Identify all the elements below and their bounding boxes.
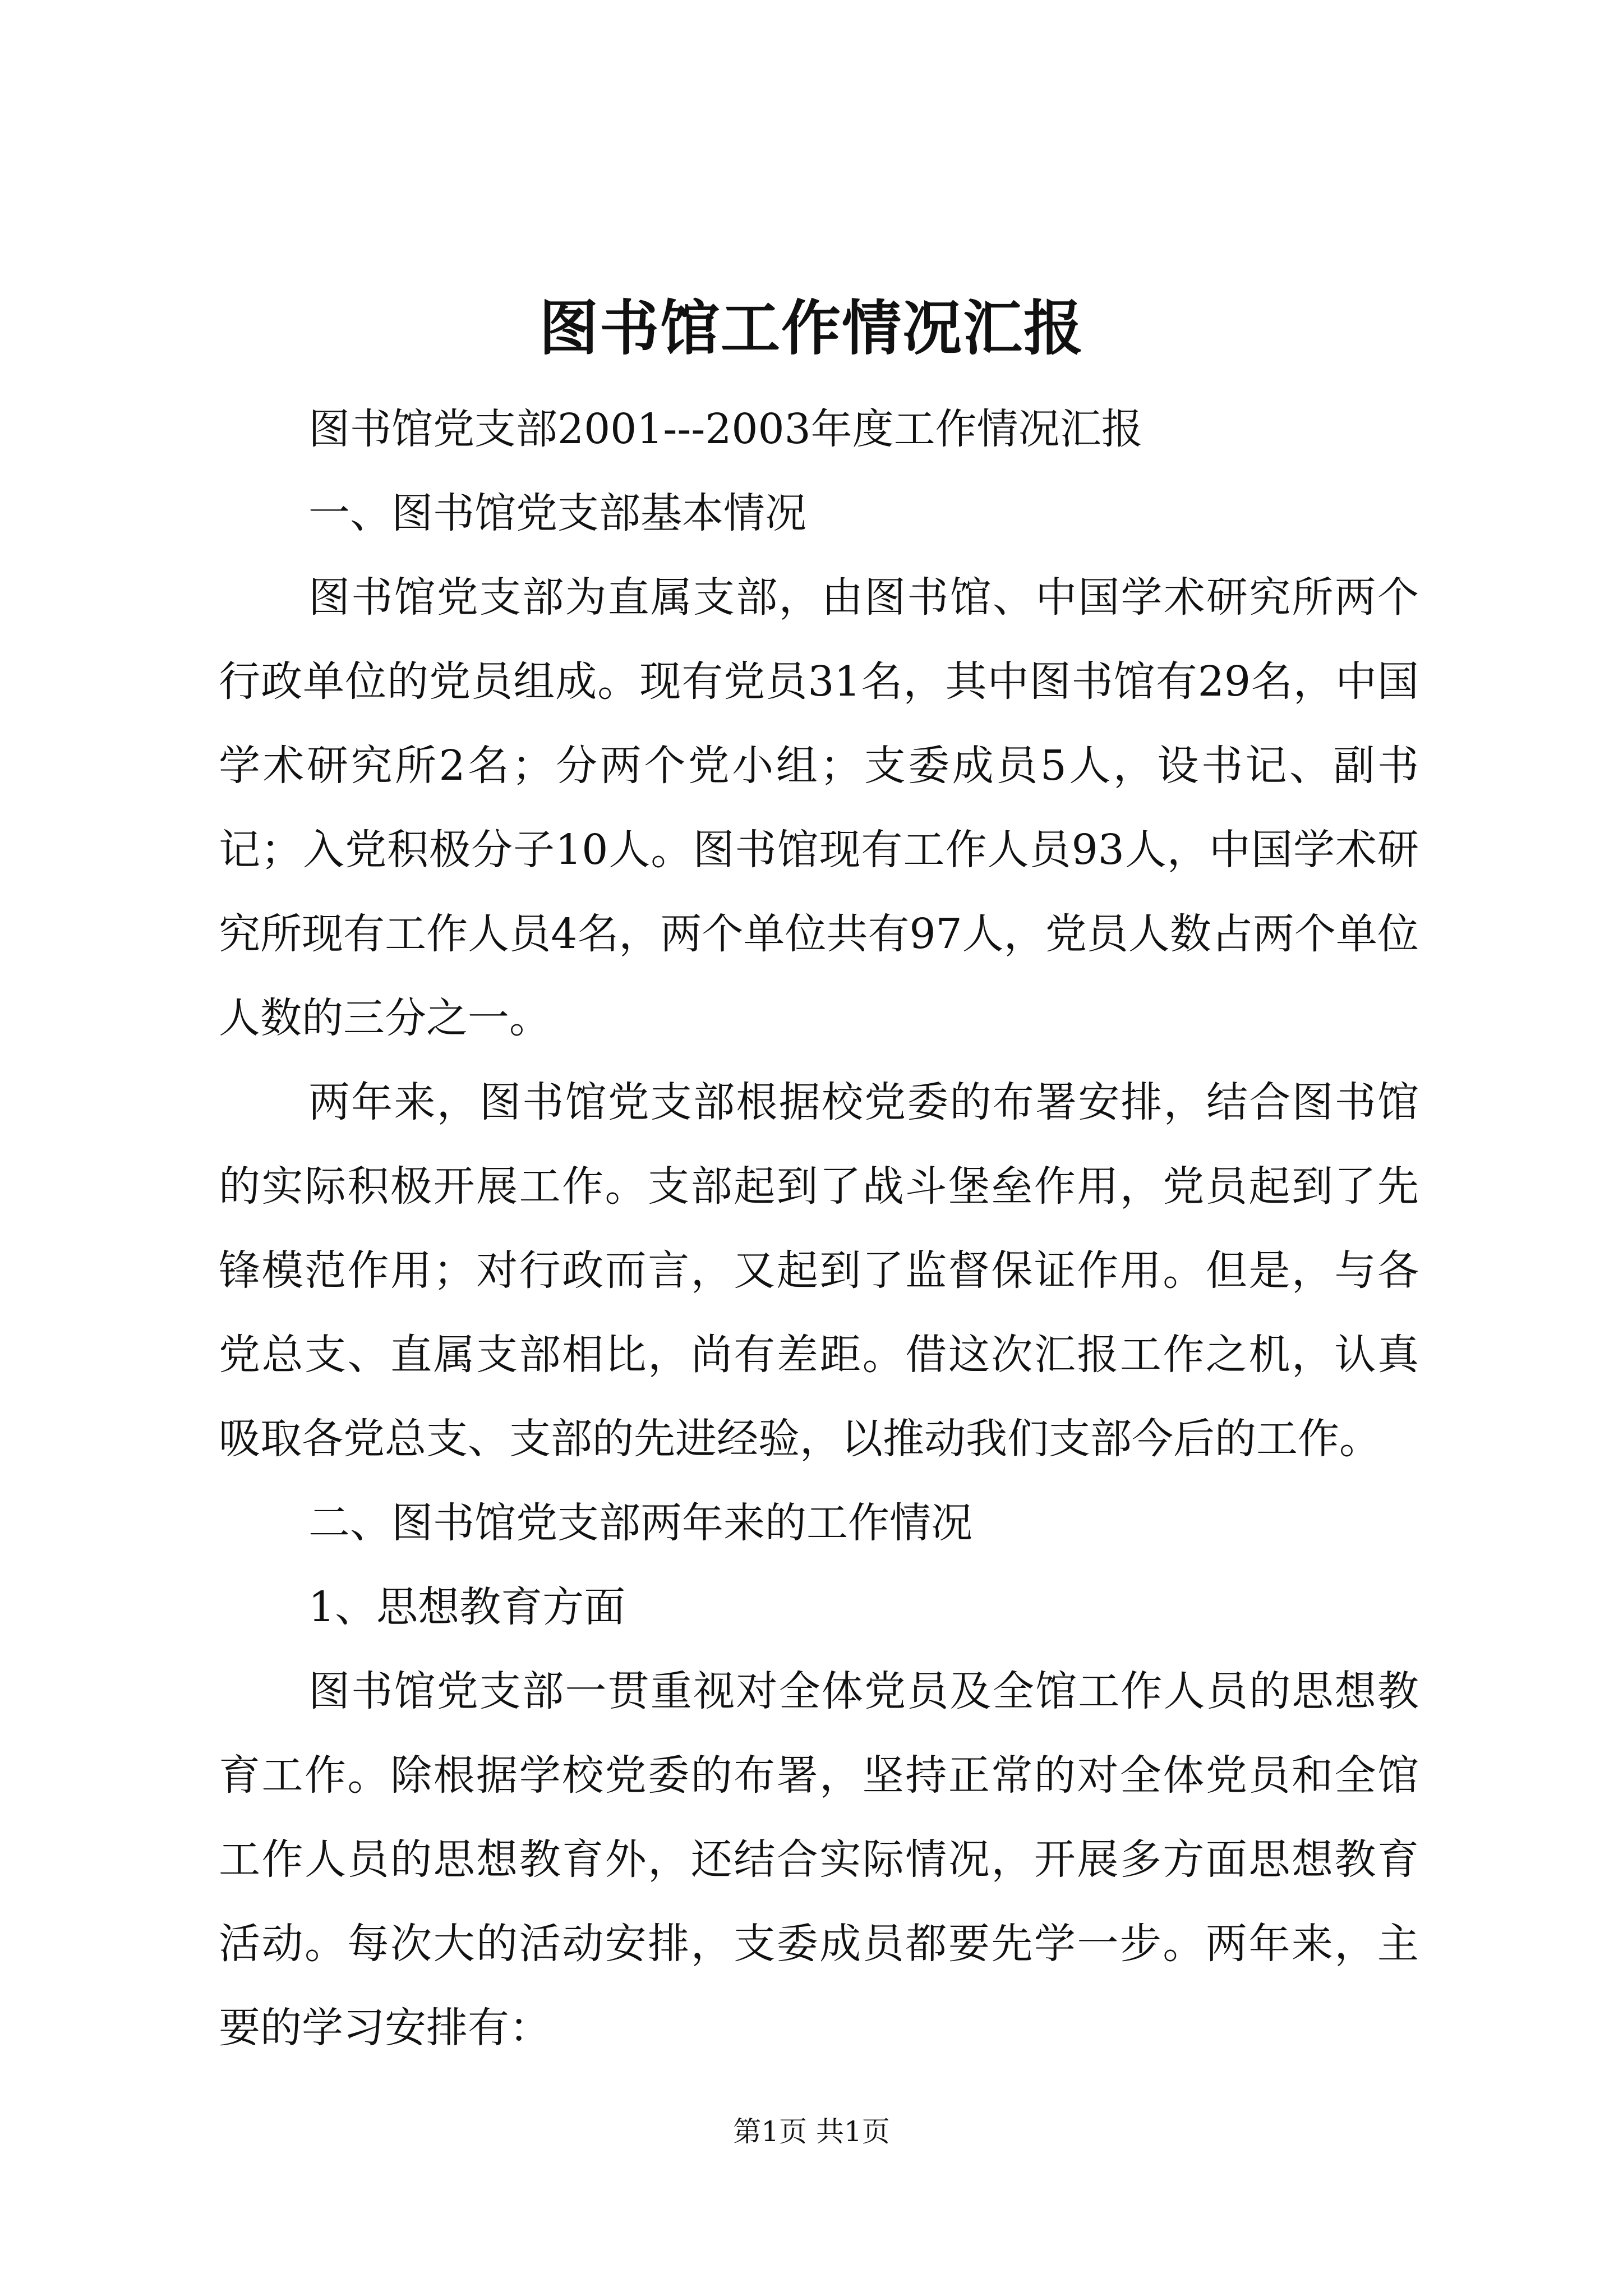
section-heading-work-situation: 二、图书馆党支部两年来的工作情况 <box>308 1499 972 1547</box>
document-body <box>219 387 1419 2070</box>
document-title: 图书馆工作情况汇报 <box>539 293 1084 363</box>
subsection-heading-ideological-education: 1、思想教育方面 <box>308 1583 626 1631</box>
page-footer: 第1页 共1页 <box>733 2115 890 2148</box>
ideological-education-paragraph: 图书馆党支部一贯重视对全体党员及全馆工作人员的思想教育工作。除根据学校党委的布署，坚持正常的对全体党员和全馆工作人员的思想教育外，还结合实际情况，开展多方面思想教育活动。每次大的活动安排，支委成员都要先学一步。两年来，主要的学习安排有： <box>219 1667 1419 2052</box>
two-years-summary-paragraph: 两年来，图书馆党支部根据校党委的布署安排，结合图书馆的实际积极开展工作。支部起到了战斗堡垒作用，党员起到了先锋模范作用；对行政而言，又起到了监督保证作用。但是，与各党总支、直属支部相比，尚有差距。借这次汇报工作之机，认真吸取各党总支、支部的先进经验，以推动我们支部今后的工作。 <box>219 1078 1419 1463</box>
report-subtitle: 图书馆党支部2001---2003年度工作情况汇报 <box>308 405 1143 453</box>
section-heading-basic-situation: 一、图书馆党支部基本情况 <box>308 489 806 537</box>
basic-situation-paragraph: 图书馆党支部为直属支部，由图书馆、中国学术研究所两个行政单位的党员组成。现有党员31名，其中图书馆有29名，中国学术研究所2名；分两个党小组；支委成员5人，设书记、副书记；入党积极分子10人。图书馆现有工作人员93人，中国学术研究所现有工作人员4名，两个单位共有97人，党员人数占两个单位人数的三分之一。 <box>219 573 1419 1042</box>
